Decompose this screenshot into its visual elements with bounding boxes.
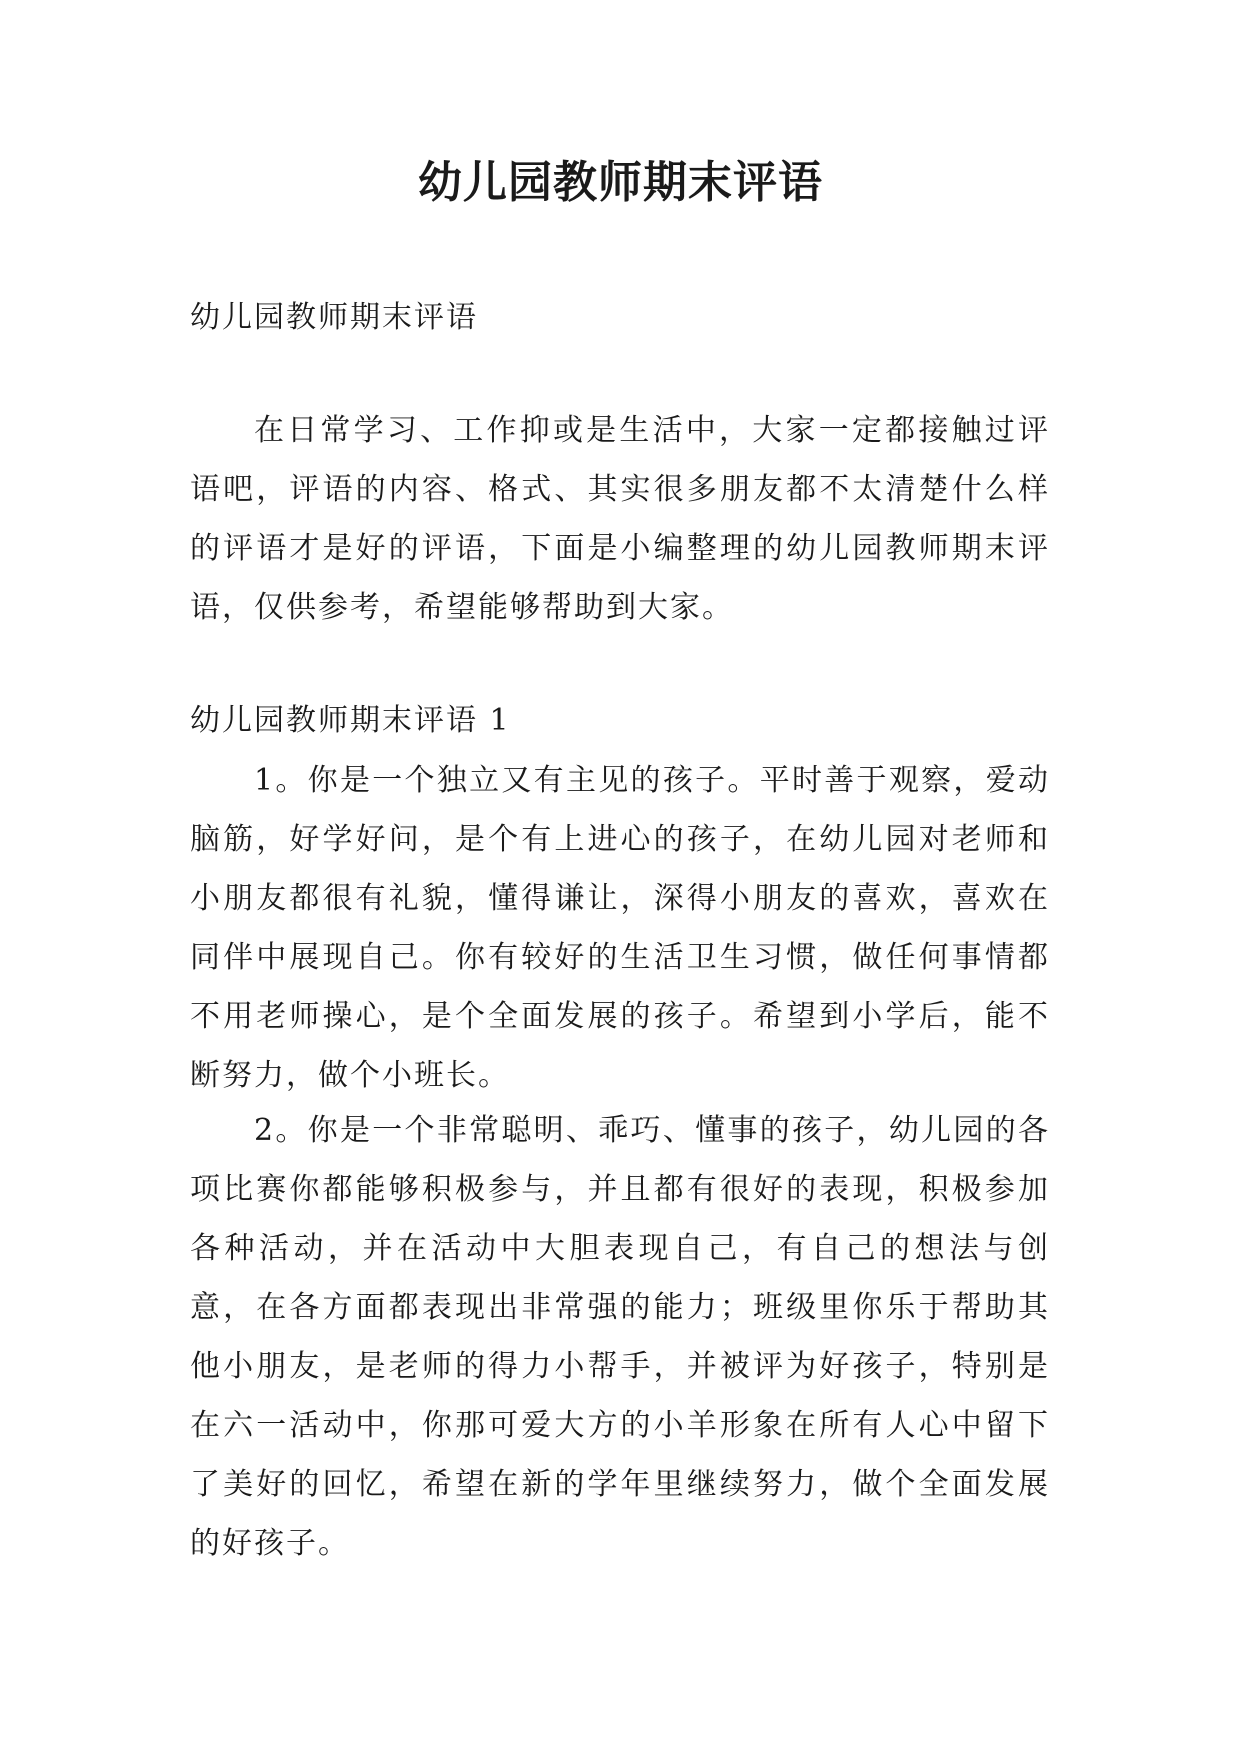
document-title: 幼儿园教师期末评语	[418, 157, 823, 208]
document-subtitle: 幼儿园教师期末评语	[190, 300, 478, 335]
section-heading: 幼儿园教师期末评语 1	[190, 703, 511, 738]
intro-paragraph: 在日常学习、工作抑或是生活中，大家一定都接触过评语吧，评语的内容、格式、其实很多朋友都不太清楚什么样的评语才是好的评语，下面是小编整理的幼儿园教师期末评语，仅供参考，希望能够帮助到大家。	[190, 413, 1050, 625]
comment-paragraph-2: 2。你是一个非常聪明、乖巧、懂事的孩子，幼儿园的各项比赛你都能够积极参与，并且都有很好的表现，积极参加各种活动，并在活动中大胆表现自己，有自己的想法与创意，在各方面都表现出非常强的能力；班级里你乐于帮助其他小朋友，是老师的得力小帮手，并被评为好孩子，特别是在六一活动中，你那可爱大方的小羊形象在所有人心中留下了美好的回忆，希望在新的学年里继续努力，做个全面发展的好孩子。	[190, 1113, 1050, 1561]
comment-paragraph-1: 1。你是一个独立又有主见的孩子。平时善于观察，爱动脑筋，好学好问，是个有上进心的孩子，在幼儿园对老师和小朋友都很有礼貌，懂得谦让，深得小朋友的喜欢，喜欢在同伴中展现自己。你有较好的生活卫生习惯，做任何事情都不用老师操心，是个全面发展的孩子。希望到小学后，能不断努力，做个小班长。	[190, 763, 1050, 1093]
